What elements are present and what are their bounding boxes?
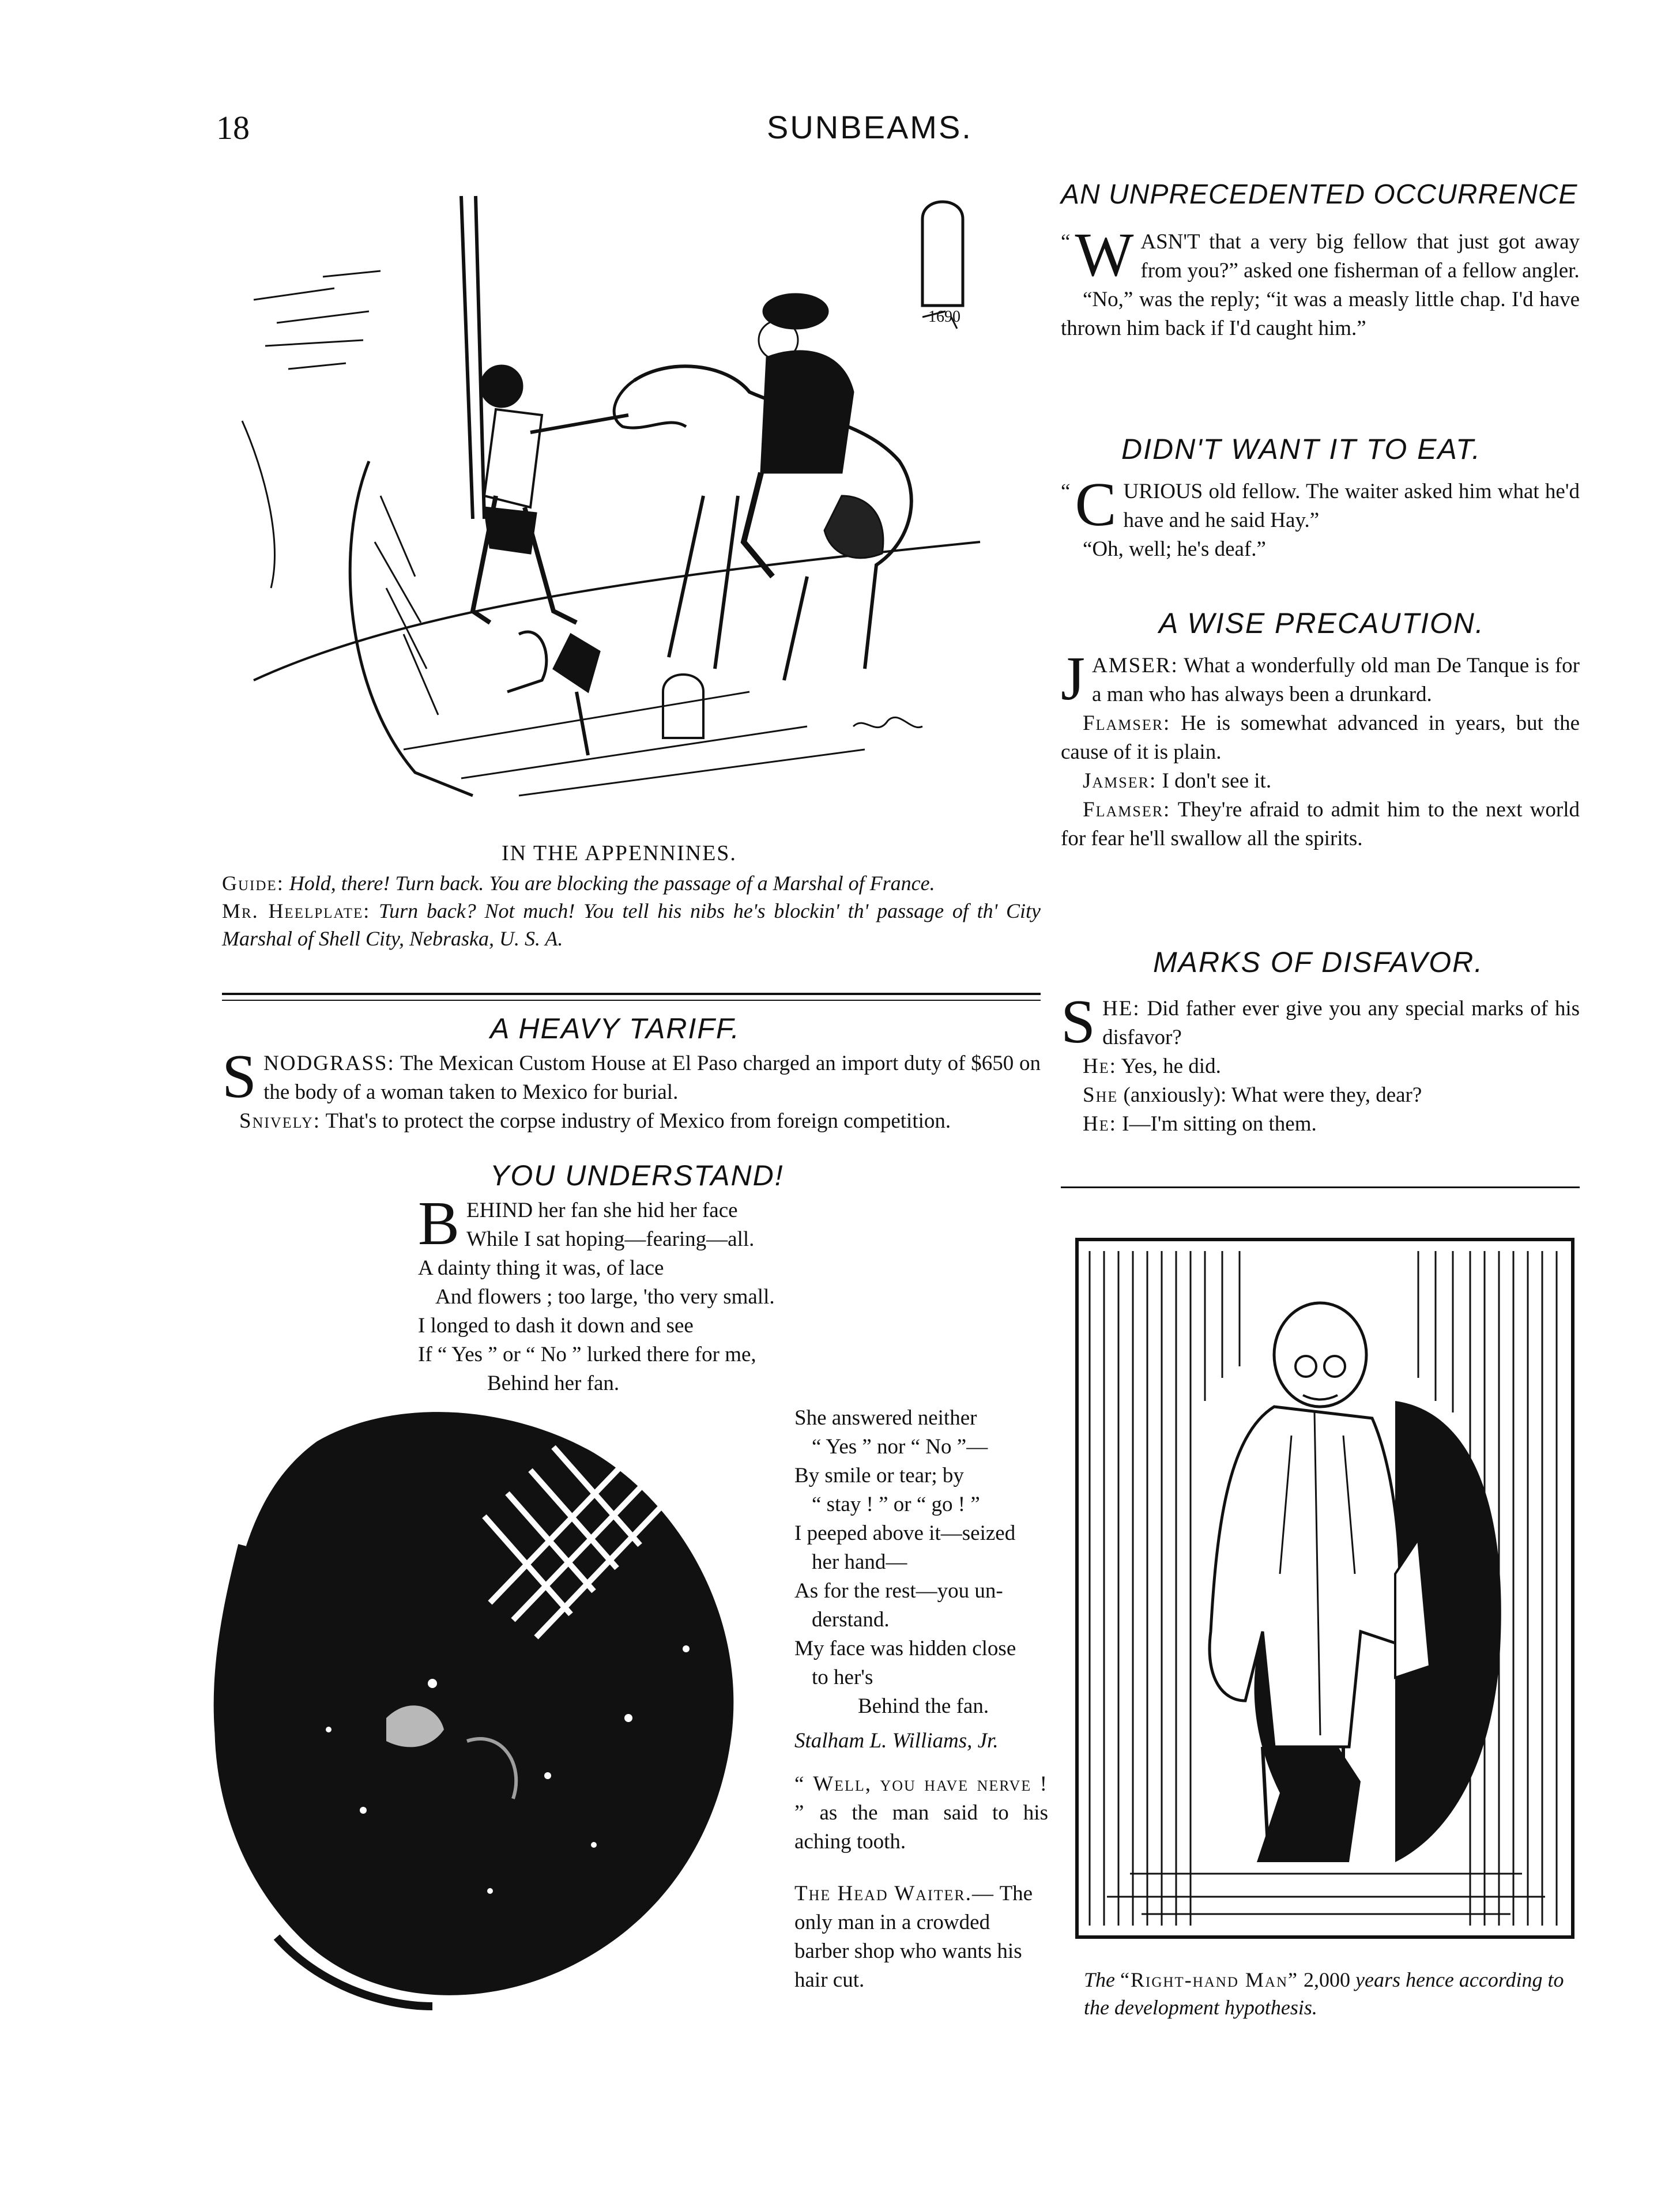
- didnt-want-title: DIDN'T WANT IT TO EAT.: [1121, 433, 1481, 465]
- she-speaker: She: [1083, 1083, 1118, 1107]
- head-waiter-lead: The Head Waiter.—: [794, 1882, 995, 1905]
- didnt-want-reply: “Oh, well; he's deaf.”: [1083, 537, 1266, 561]
- didnt-want-cap: C: [1075, 470, 1117, 539]
- unprecedented-cap: W: [1075, 221, 1134, 289]
- heelplate-speaker: Mr. Heelplate:: [222, 899, 371, 922]
- she-speaker: HE:: [1102, 997, 1140, 1020]
- poem-line: While I sat hoping—fearing—all.: [466, 1227, 755, 1251]
- he-speaker: He:: [1083, 1112, 1117, 1136]
- didnt-want-line: URIOUS old fellow. The waiter asked him what he'd have and he said Hay.”: [1123, 480, 1580, 532]
- head-waiter-joke: [794, 1879, 1048, 1995]
- heavy-tariff-body: [222, 1042, 1041, 1136]
- unprecedented-title: AN UNPRECEDENTED OCCURRENCE: [1061, 179, 1578, 210]
- poem-line: Behind her fan.: [487, 1372, 620, 1395]
- poem-line: “ stay ! ” or “ go ! ”: [812, 1493, 980, 1516]
- apennines-caption-title: IN THE APPENNINES.: [502, 841, 737, 865]
- caption-the: The: [1084, 1968, 1115, 1991]
- snodgrass-line: The Mexican Custom House at El Paso charged an import duty of $650 on the body of a woman taken to Mexico for burial.: [263, 1052, 1041, 1104]
- you-understand-stanza2: [794, 1404, 1048, 1755]
- poem-line: If “ Yes ” or “ No ” lurked there for me,: [418, 1343, 756, 1366]
- snively-line: That's to protect the corpse industry of Mexico from foreign competition.: [325, 1109, 951, 1133]
- poem-line: I peeped above it—seized: [794, 1521, 1016, 1545]
- fan-illustration: [190, 1372, 773, 2024]
- right-hand-caption: [1084, 1966, 1580, 2021]
- poem-line: EHIND her fan she hid her face: [466, 1199, 738, 1222]
- he-speaker: He:: [1083, 1054, 1117, 1078]
- divider-rule: [222, 1000, 1041, 1001]
- heavy-tariff-cap: S: [222, 1042, 257, 1111]
- apennines-caption: [222, 869, 1041, 952]
- guide-line: Hold, there! Turn back. You are blocking the passage of a Marshal of France.: [289, 872, 935, 895]
- wise-precaution-title: A WISE PRECAUTION.: [1159, 607, 1485, 639]
- you-understand-cap: B: [418, 1189, 460, 1258]
- she-aside: (anxiously):: [1123, 1083, 1227, 1107]
- poem-line: derstand.: [812, 1608, 890, 1632]
- she-line: Did father ever give you any special marks of his disfavor?: [1102, 997, 1580, 1049]
- didnt-want-body: “ C URIOUS old fellow. The waiter asked him what he'd have and he said Hay.” “Oh, well; he's deaf.”: [1061, 477, 1580, 564]
- poem-line: As for the rest—you un-: [794, 1579, 1003, 1603]
- jamser-speaker: AMSER:: [1092, 654, 1178, 677]
- flamser-line: They're afraid to admit him to the next world for fear he'll swallow all the spirits.: [1061, 798, 1580, 850]
- sign-number: 1690: [928, 308, 960, 326]
- unprecedented-body: “ W ASN'T that a very big fellow that just got away from you?” asked one fisherman of a fellow angler. “No,” was the reply; “it was a measly little chap. I'd have thrown him back if I'd caught him.”: [1061, 228, 1580, 343]
- page-number: 18: [216, 109, 250, 146]
- poem-line: A dainty thing it was, of lace: [418, 1256, 664, 1280]
- you-understand-stanza1: [418, 1189, 856, 1398]
- caption-rest: years hence according to the development hypothesis.: [1084, 1968, 1564, 2019]
- guide-speaker: Guide:: [222, 872, 284, 895]
- poem-line: She answered neither: [794, 1406, 977, 1430]
- wise-precaution-cap: J: [1061, 645, 1086, 713]
- poem-line: “ Yes ” nor “ No ”—: [812, 1435, 988, 1459]
- heelplate-line: Turn back? Not much! You tell his nibs he's blockin' th' passage of th' City Marshal of Shell City, Nebraska, U. S. A.: [222, 899, 1041, 950]
- jamser-line: What a wonderfully old man De Tanque is for a man who has always been a drunkard.: [1092, 654, 1580, 706]
- caption-years: 2,000: [1304, 1968, 1350, 1991]
- right-hand-man-illustration: [1072, 1228, 1580, 1949]
- poem-author: Stalham L. Williams, Jr.: [794, 1729, 999, 1753]
- flamser-speaker: Flamser:: [1083, 711, 1171, 735]
- disfavor-title: MARKS OF DISFAVOR.: [1153, 946, 1484, 978]
- unprecedented-reply: “No,” was the reply; “it was a measly little chap. I'd have thrown him back if I'd caught him.”: [1061, 288, 1580, 340]
- snodgrass-speaker: NODGRASS:: [263, 1052, 395, 1075]
- poem-line: By smile or tear; by: [794, 1464, 964, 1487]
- you-understand-title: YOU UNDERSTAND!: [490, 1159, 784, 1192]
- nerve-text: as the man said to his aching tooth.: [794, 1801, 1048, 1854]
- poem-line: her hand—: [812, 1550, 907, 1574]
- running-head: SUNBEAMS.: [767, 109, 973, 145]
- poem-line: My face was hidden close: [794, 1637, 1016, 1660]
- he-line: I—I'm sitting on them.: [1122, 1112, 1317, 1136]
- disfavor-cap: S: [1061, 988, 1096, 1056]
- jamser-speaker: Jamser:: [1083, 769, 1157, 793]
- nerve-lead: “ Well, you have nerve ! ”: [794, 1772, 1048, 1825]
- jamser-line: I don't see it.: [1162, 769, 1272, 793]
- unprecedented-line: ASN'T that a very big fellow that just got away from you?” asked one fisherman of a fellow angler.: [1140, 230, 1580, 282]
- poem-line: And flowers ; too large, 'tho very small.: [435, 1285, 775, 1309]
- heavy-tariff-title: A HEAVY TARIFF.: [490, 1012, 740, 1045]
- she-line: What were they, dear?: [1231, 1083, 1422, 1107]
- poem-line: I longed to dash it down and see: [418, 1314, 694, 1338]
- poem-line: Behind the fan.: [858, 1694, 989, 1718]
- divider-rule: [222, 993, 1041, 995]
- flamser-line: He is somewhat advanced in years, but the cause of it is plain.: [1061, 711, 1580, 764]
- disfavor-body: [1061, 988, 1580, 1139]
- wise-precaution-body: [1061, 645, 1580, 853]
- poem-line: to her's: [812, 1666, 873, 1689]
- flamser-speaker: Flamser:: [1083, 798, 1171, 822]
- apennines-illustration: [231, 173, 1038, 813]
- snively-speaker: Snively:: [239, 1109, 321, 1133]
- nerve-joke: [794, 1770, 1048, 1856]
- head-waiter-text: The only man in a crowded barber shop who wants his hair cut.: [794, 1882, 1033, 1992]
- caption-name: “Right-hand Man”: [1120, 1968, 1298, 1991]
- divider-rule: [1061, 1186, 1580, 1188]
- he-line: Yes, he did.: [1121, 1054, 1221, 1078]
